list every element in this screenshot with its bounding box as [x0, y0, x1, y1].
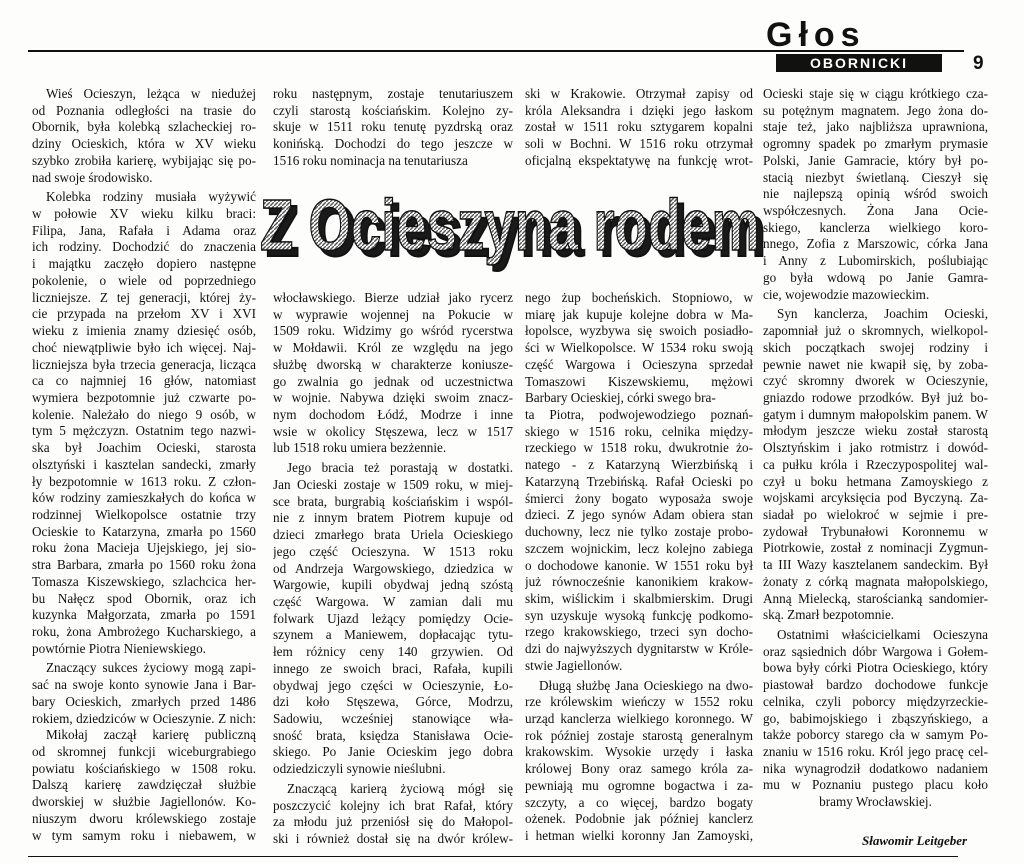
text-line: ków rodziny zamieszkałych do końca w: [32, 490, 256, 506]
text-line: bowa były córki Piotra Ocieskiego, który: [763, 660, 988, 676]
text-line: 1509 roku. Widzimy go wśród rycerstwa: [273, 323, 513, 339]
text-line: w wyprawie wojennej na Pokucie w: [273, 306, 513, 322]
text-line: skuje w 1511 roku tenutę pyzdrską oraz: [273, 119, 513, 135]
text-line: czyć skromny dworek w Ocieszynie,: [763, 373, 988, 389]
text-line: już równocześnie kanonikiem krakow-: [525, 574, 753, 590]
text-line: siadał po wielokroć w sejmie i pre-: [763, 506, 988, 522]
text-line: roku, żona Ambrożego Kucharskiego, a: [32, 624, 256, 639]
text-line: dworskiej w służbie Jagiellonów. Ko-: [32, 794, 256, 810]
text-line: sać na swoje konto synowie Jana i Bar-: [32, 677, 256, 693]
text-line: ogromny spadek po zmarłym prymasie: [763, 136, 988, 152]
text-line: Anną Mielecką, starościanką sandomier-: [763, 590, 988, 606]
text-line: nnego, Zofia z Marszowic, córka Jana: [763, 236, 988, 252]
text-line: gatym i dumnym małopolskim panem. W: [763, 406, 988, 422]
text-line: pewniają mu ogromne bogactwa i za-: [525, 777, 753, 793]
text-line: powiatu kościańskiego w 1508 roku.: [32, 760, 256, 776]
text-line: dzi koło Stęszewa, Górce, Modrzu,: [273, 694, 513, 710]
text-line: urząd kanclerza wielkiego koronnego. W: [525, 710, 753, 726]
masthead-subtitle: OBORNICKI: [776, 54, 942, 72]
text-line: czył u boku hetmana Zamoyskiego z: [763, 473, 988, 489]
text-line: skich początkach swojej rodziny i: [763, 339, 988, 355]
text-line: pewnie nawet nie kwapił się, by zoba-: [763, 356, 988, 372]
text-line: innego ze swoich braci, Rafała, kupili: [273, 660, 513, 676]
text-line: zydował Trybunałowi Koronnemu w: [763, 523, 988, 539]
text-line: nad swoje środowisko.: [32, 169, 153, 185]
article-column-4: [763, 86, 988, 811]
text-line: duchowny, lecz nie tylko zostaje probo-: [525, 524, 753, 540]
text-line: stacią niezbyt świetlaną. Cieszył się: [763, 169, 988, 185]
text-line: współczesnych. Żona Jana Ocie-: [763, 203, 988, 219]
text-line: rok później zostaje starostą generalnym: [525, 727, 753, 743]
text-line: łopolsce, wyzbywa się swoich posiadło-: [525, 323, 753, 339]
text-line: od skromnej funkcji wiceburgrabiego: [32, 744, 256, 760]
text-line: Tomaszowi Kiszewskiemu, mężowi: [525, 373, 753, 389]
text-line: syn uzyskuje wysoką funkcję podkomo-: [525, 607, 753, 623]
text-line: ski i również dostał się na dwór królew-: [273, 831, 513, 846]
text-line: Ocieskie to Katarzyna, zmarła po 1560: [32, 523, 256, 539]
text-line: o dochodowe kanonie. W 1551 roku był: [525, 557, 753, 573]
text-line: Filipa, Jana, Rafała i Adama oraz: [32, 222, 256, 238]
text-line: odziedziczyli synowie nieślubni.: [273, 761, 446, 777]
article-column-3-top: [525, 86, 753, 170]
text-line: su potężnym magnatem. Jego żona do-: [763, 102, 988, 118]
text-line: oraz sąsiednich dóbr Wargowa i Gołem-: [763, 643, 988, 659]
text-line: śmierci żony bogato wyposaża swoje: [525, 490, 753, 506]
text-line: ły bezpotomnie w 1613 roku. Z człon-: [32, 473, 256, 489]
text-line: Sadowiu, wcześniej stanowiące wła-: [273, 710, 513, 726]
text-line: w Mołdawii. Król ze względu na jego: [273, 340, 513, 356]
footer-rule: [28, 856, 958, 857]
text-line: ta Piotra, podwojewodziego poznań-: [525, 407, 753, 423]
text-line: wojskami arcyksięcia pod Byczyną. Za-: [763, 490, 988, 506]
text-line: pokolenie, o wiele od poprzedniego: [32, 272, 256, 288]
text-line: skim, wiślickim i skalbmierskim. Drugi: [525, 590, 753, 606]
text-line: służbę dworską w charakterze koniusze-: [273, 356, 513, 372]
text-line: choć niewątpliwie było ich więcej. Naj-: [32, 339, 256, 355]
text-line: szczyty, a co więcej, bardzo bogaty: [525, 794, 753, 810]
text-line: stra Barbara, zmarła po 1560 roku żona: [32, 557, 256, 573]
text-line: rze królewskim wieńczy w 1552 roku: [525, 694, 753, 710]
text-line: ta III Wazy kasztelanem sandeckim. Był: [763, 557, 988, 573]
text-line: lub 1518 roku umiera bezżennie.: [273, 440, 447, 456]
text-line: Jan Ocieski zostaje w 1509 roku, w miej-: [273, 476, 513, 492]
text-line: go, babimojskiego i zbąszyńskiego, a: [763, 710, 988, 726]
text-line: rodzinnej Wielkopolsce ostatnie trzy: [32, 506, 256, 522]
text-line: Katarzyną Trzebińską. Rafał Ocieski po: [525, 473, 753, 489]
text-line: ożenek. Podobnie jak później kanclerz: [525, 811, 753, 827]
text-line: gniazdo rodowe przodków. Był już bo-: [763, 389, 988, 405]
text-line: mu w Poznaniu pustego placu koło: [763, 777, 988, 793]
author-signature: Sławomir Leitgeber: [862, 833, 968, 848]
text-line: Barbary Ocieskiej, córki swego bra-: [525, 390, 716, 406]
text-line: cie przypada na przełom XV i XVI: [32, 306, 256, 322]
text-line: łem różnicy ceny 140 grzywien. Od: [273, 644, 513, 660]
text-line: olsztyński i kasztelan sandecki, zmarły: [32, 456, 256, 472]
text-line: i majątku zaczęło dopiero następne: [32, 256, 256, 272]
text-line: ska był Joachim Ocieski, starosta: [32, 440, 256, 456]
text-line: dzieci zmarłego brata Uriela Ocieskiego: [273, 527, 513, 543]
text-line: Polski, Janie Gamracie, który był po-: [763, 152, 988, 168]
text-line: w tym samym roku i niebawem, w: [32, 827, 256, 843]
text-line: go zwalnia go jednak od uczestnictwa: [273, 373, 513, 389]
headline-text: Z Ocieszyna rodem: [260, 186, 760, 266]
text-line: powtórnie Piotra Nieniewskiego.: [32, 640, 206, 656]
text-line: także poborcy starego cła w samym Po-: [763, 727, 988, 743]
text-line: nego żup bocheńskich. Stopniowo, w: [525, 290, 753, 305]
text-line: włocławskiego. Bierze udział jako rycerz: [273, 290, 513, 305]
text-line: nika wynagrodził dodatkowo nadaniem: [763, 760, 988, 776]
text-line: kuzynka Małgorzata, zmarła po 1591: [32, 607, 256, 623]
text-line: Dalszą karierę zawdzięczał służbie: [32, 777, 256, 793]
text-line: cie, wojewodzie mazowieckim.: [763, 286, 930, 302]
text-line: czyli starostą kościańskim. Kolejno zy-: [273, 102, 513, 118]
text-line: Syn kanclerza, Joachim Ocieski,: [777, 306, 988, 322]
text-line: bu Nałęcz spod Obornik, oraz ich: [32, 590, 256, 606]
text-line: od Andrzeja Wargowskiego, dziedzica w: [273, 560, 513, 576]
text-line: ści w Wielkopolsce. W 1534 roku swoją: [525, 340, 753, 356]
text-line: ski w Krakowie. Otrzymał zapisy od: [525, 86, 753, 101]
text-line: Znaczący sukces życiowy mogą zapi-: [46, 660, 256, 676]
text-line: oficjalną ekspektatywę na funkcję wrot-: [525, 152, 753, 168]
text-line: szybko zrobiła karierę, wybijając się po-: [32, 152, 256, 168]
text-line: obydwaj jego części w Ocieszynie, Ło-: [273, 677, 513, 693]
text-line: dziny Ocieskich, która w XV wieku: [32, 136, 256, 152]
text-line: liczniejsza była trzecia generacja, licząca: [32, 356, 256, 372]
text-line: piastował bardzo dochodowe funkcje: [763, 677, 988, 693]
text-line: w połowie XV wieku kilku braci:: [32, 206, 256, 222]
text-line: krakowskim. Wysokie urzędy i łaska: [525, 744, 753, 760]
text-line: kolenie. Należało do niego 9 osób, w: [32, 406, 256, 422]
text-line: i Anny z Lubomirskich, poślubiając: [763, 253, 988, 269]
text-line: 1516 roku nominacja na tenutariusza: [273, 152, 468, 168]
text-line: młodym jeszcze wieku został starostą: [763, 423, 988, 439]
text-line: jego część Ocieszyna. W 1513 roku: [273, 543, 513, 559]
text-line: od Poznania odległości na trasie do: [32, 102, 256, 118]
text-line: szynem a Maniewem, dopłacając tytu-: [273, 627, 513, 643]
text-line: Obornik, była kolebką szlacheckiej ro-: [32, 119, 256, 135]
text-line: został w 1511 roku sztygarem kopalni: [525, 119, 753, 135]
text-line: skiego. Po Janie Ocieskim jego dobra: [273, 744, 513, 760]
text-line: nie najlepszą opinią wśród swoich: [763, 186, 988, 202]
text-line: nie z innym bratem Piotrem kupuje od: [273, 510, 513, 526]
text-line: dzi do najwyższych dygnitarstw w Króle-: [525, 641, 753, 657]
text-line: miarę jak kupuje kolejne dobra w Ma-: [525, 306, 753, 322]
masthead-logo: [766, 16, 956, 71]
text-line: Wargowie, kupili obydwaj jedną szóstą: [273, 577, 513, 593]
text-line: roku żona Macieja Ujejskiego, jej sio-: [32, 540, 256, 556]
text-line: Tomasza Kiszewskiego, szlachcica her-: [32, 573, 256, 589]
text-line: celnika, czyli poborcy międzyrzeckie-: [763, 693, 988, 709]
text-line: staje też, jako najbliższa uprawniona,: [763, 119, 988, 135]
text-line: Olsztyńskim i jako rotmistrz i dowód-: [763, 440, 988, 456]
text-line: część Wargowa i Ocieszyna sprzedał: [525, 356, 753, 372]
text-line: skiego w 1516 roku, celnika między-: [525, 423, 753, 439]
text-line: wsie w okolicy Stęszewa, lecz w 1517: [273, 423, 513, 439]
article-column-2: [273, 290, 513, 848]
article-column-3: [525, 290, 753, 845]
text-line: w wojnie. Nabywa dzięki swoim znacz-: [273, 390, 513, 406]
text-line: Ostatnimi właścicielkami Ocieszyna: [777, 627, 988, 642]
text-line: szczem wojnickim, lecz kolejno zabiega: [525, 540, 753, 556]
article-column-1: [32, 86, 256, 844]
text-line: ską. Zmarł bezpotomnie.: [763, 607, 895, 623]
text-line: Kolebka rodziny musiała wyżywić: [46, 189, 256, 205]
text-line: królowej Bony oraz samego króla za-: [525, 761, 753, 777]
text-line: króla Aleksandra i dzięki jego łaskom: [525, 102, 753, 118]
text-line: wieku z imienia znamy dziesięć osób,: [32, 323, 256, 339]
text-line: konińską. Dochodzi do tego jeszcze w: [273, 136, 513, 152]
text-line: i hetman wielki koronny Jan Zamoyski,: [525, 828, 753, 843]
article-column-2-top: [273, 86, 513, 170]
text-line: Wieś Ocieszyn, leżąca w niedużej: [46, 86, 256, 101]
text-line: Znaczącą karierą życiową mógł się: [287, 780, 513, 796]
text-line: soli w Bochni. W 1516 roku otrzymał: [525, 136, 753, 152]
text-line: rzeckiego w 1518 roku, dwukrotnie żo-: [525, 440, 753, 456]
text-line: Mikołaj zaczął karierę publiczną: [46, 727, 256, 743]
text-line: sce brata, burgrabią kościańskim i wspól-: [273, 493, 513, 509]
text-line: stwie Jagiellonów.: [525, 657, 623, 673]
text-line: poszczycić kolejny ich brat Rafał, który: [273, 797, 513, 813]
text-line: bramy Wrocławskiej.: [819, 794, 932, 810]
text-line: folwark Ujazd leżący pomiędzy Ocie-: [273, 610, 513, 626]
text-line: skiego, kanclerza wielkiego koro-: [763, 219, 988, 235]
text-line: zapomniał już o skromnych, wielkopol-: [763, 323, 988, 339]
text-line: ich rodziny. Dochodzić do znaczenia: [32, 239, 256, 255]
article-headline: [258, 178, 776, 278]
text-line: niuszym dworu królewskiego zostaje: [32, 810, 256, 826]
text-line: bary Ocieskich, zmarłych przed 1486: [32, 693, 256, 709]
text-line: znaniu w 1516 roku. Król jego pracę cel-: [763, 744, 988, 760]
text-line: wymiera bezpotomnie już czwarte po-: [32, 389, 256, 405]
text-line: natego - z Katarzyną Wierzbińską i: [525, 457, 753, 473]
text-line: za młodu już przeniósł się do Małopol-: [273, 814, 513, 830]
text-line: Jego bracia też porastają w dostatki.: [287, 460, 513, 476]
masthead-title: Głos: [766, 16, 866, 54]
text-line: część Wargowa. W zamian dali mu: [273, 593, 513, 609]
text-line: go była wdową po Janie Gamra-: [763, 269, 988, 285]
text-line: sność brata, księdza Stanisława Ocie-: [273, 727, 513, 743]
headline-graphic: [258, 178, 776, 278]
text-line: rokiem, dziedziców w Ocieszynie. Z nich:: [32, 710, 256, 726]
text-line: żonaty z córką magnata małopolskiego,: [763, 573, 988, 589]
text-line: Piotrkowie, został z nominacji Zygmun-: [763, 540, 988, 556]
text-line: rzego krakowskiego, trzeci syn docho-: [525, 624, 753, 640]
text-line: ca co najmniej 16 głów, natomiast: [32, 373, 256, 389]
text-line: dzieci. Z jego synów Adam obiera stan: [525, 507, 753, 523]
text-line: ca pułku króla i Rzeczypospolitej wal-: [763, 456, 988, 472]
page-number: 9: [973, 53, 984, 74]
headline-shadow: Z Ocieszyna rodem: [266, 192, 766, 272]
text-line: liczniejsze. Z tej generacji, której ży-: [32, 289, 256, 305]
text-line: roku następnym, zostaje tenutariuszem: [273, 86, 513, 101]
text-line: nym dochodom Łódź, Modrze i inne: [273, 407, 513, 423]
text-line: tym 5 mężczyzn. Ostatnim tego nazwi-: [32, 423, 256, 439]
text-line: Długą służbę Jana Ocieskiego na dwo-: [539, 677, 753, 693]
text-line: Ocieski staje się w ciągu krótkiego cza-: [763, 86, 988, 101]
